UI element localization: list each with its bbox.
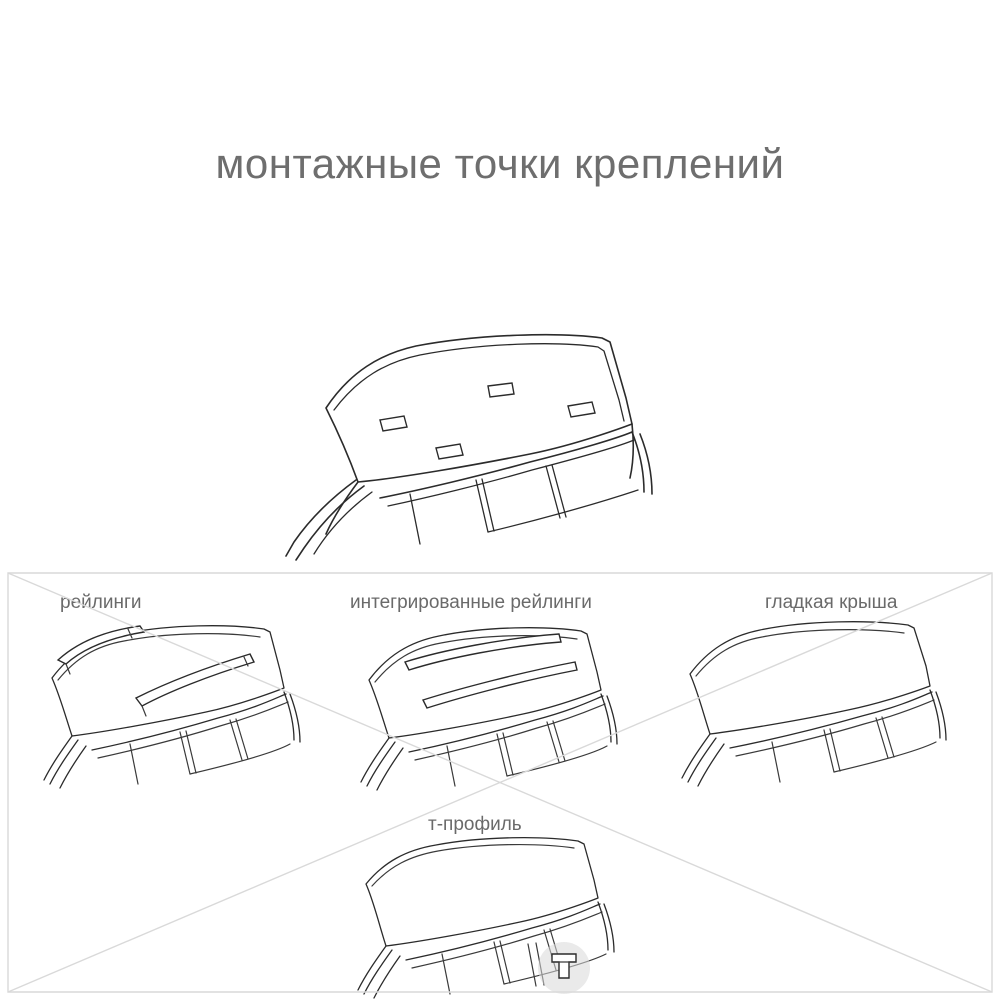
- hero-roof-illustration: [230, 320, 770, 560]
- variant-figure-t-profile: [330, 840, 670, 1000]
- mounting-point-rear-left: [436, 444, 463, 459]
- variant-label-smooth-roof: гладкая крыша: [765, 592, 898, 613]
- variant-label-rails: рейлинги: [60, 592, 142, 613]
- mounting-point-front-left: [380, 416, 407, 431]
- variant-figure-rails: [18, 612, 348, 792]
- mounting-point-front-right: [488, 383, 514, 397]
- variant-smooth-roof-svg: [660, 612, 990, 792]
- mounting-point-rear-right: [568, 402, 595, 417]
- variant-t-profile-svg: [330, 840, 670, 1000]
- variant-integrated-rails-svg: [335, 618, 665, 798]
- variant-label-t-profile: т-профиль: [428, 814, 522, 835]
- variant-label-integrated-rails: интегрированные рейлинги: [350, 592, 592, 613]
- t-slot-detail: [538, 942, 590, 994]
- variant-rails-svg: [18, 612, 348, 792]
- page-title: монтажные точки креплений: [215, 140, 785, 187]
- variant-figure-integrated-rails: [335, 618, 665, 798]
- variant-figure-smooth-roof: [660, 612, 990, 792]
- hero-roof-svg: [230, 320, 770, 560]
